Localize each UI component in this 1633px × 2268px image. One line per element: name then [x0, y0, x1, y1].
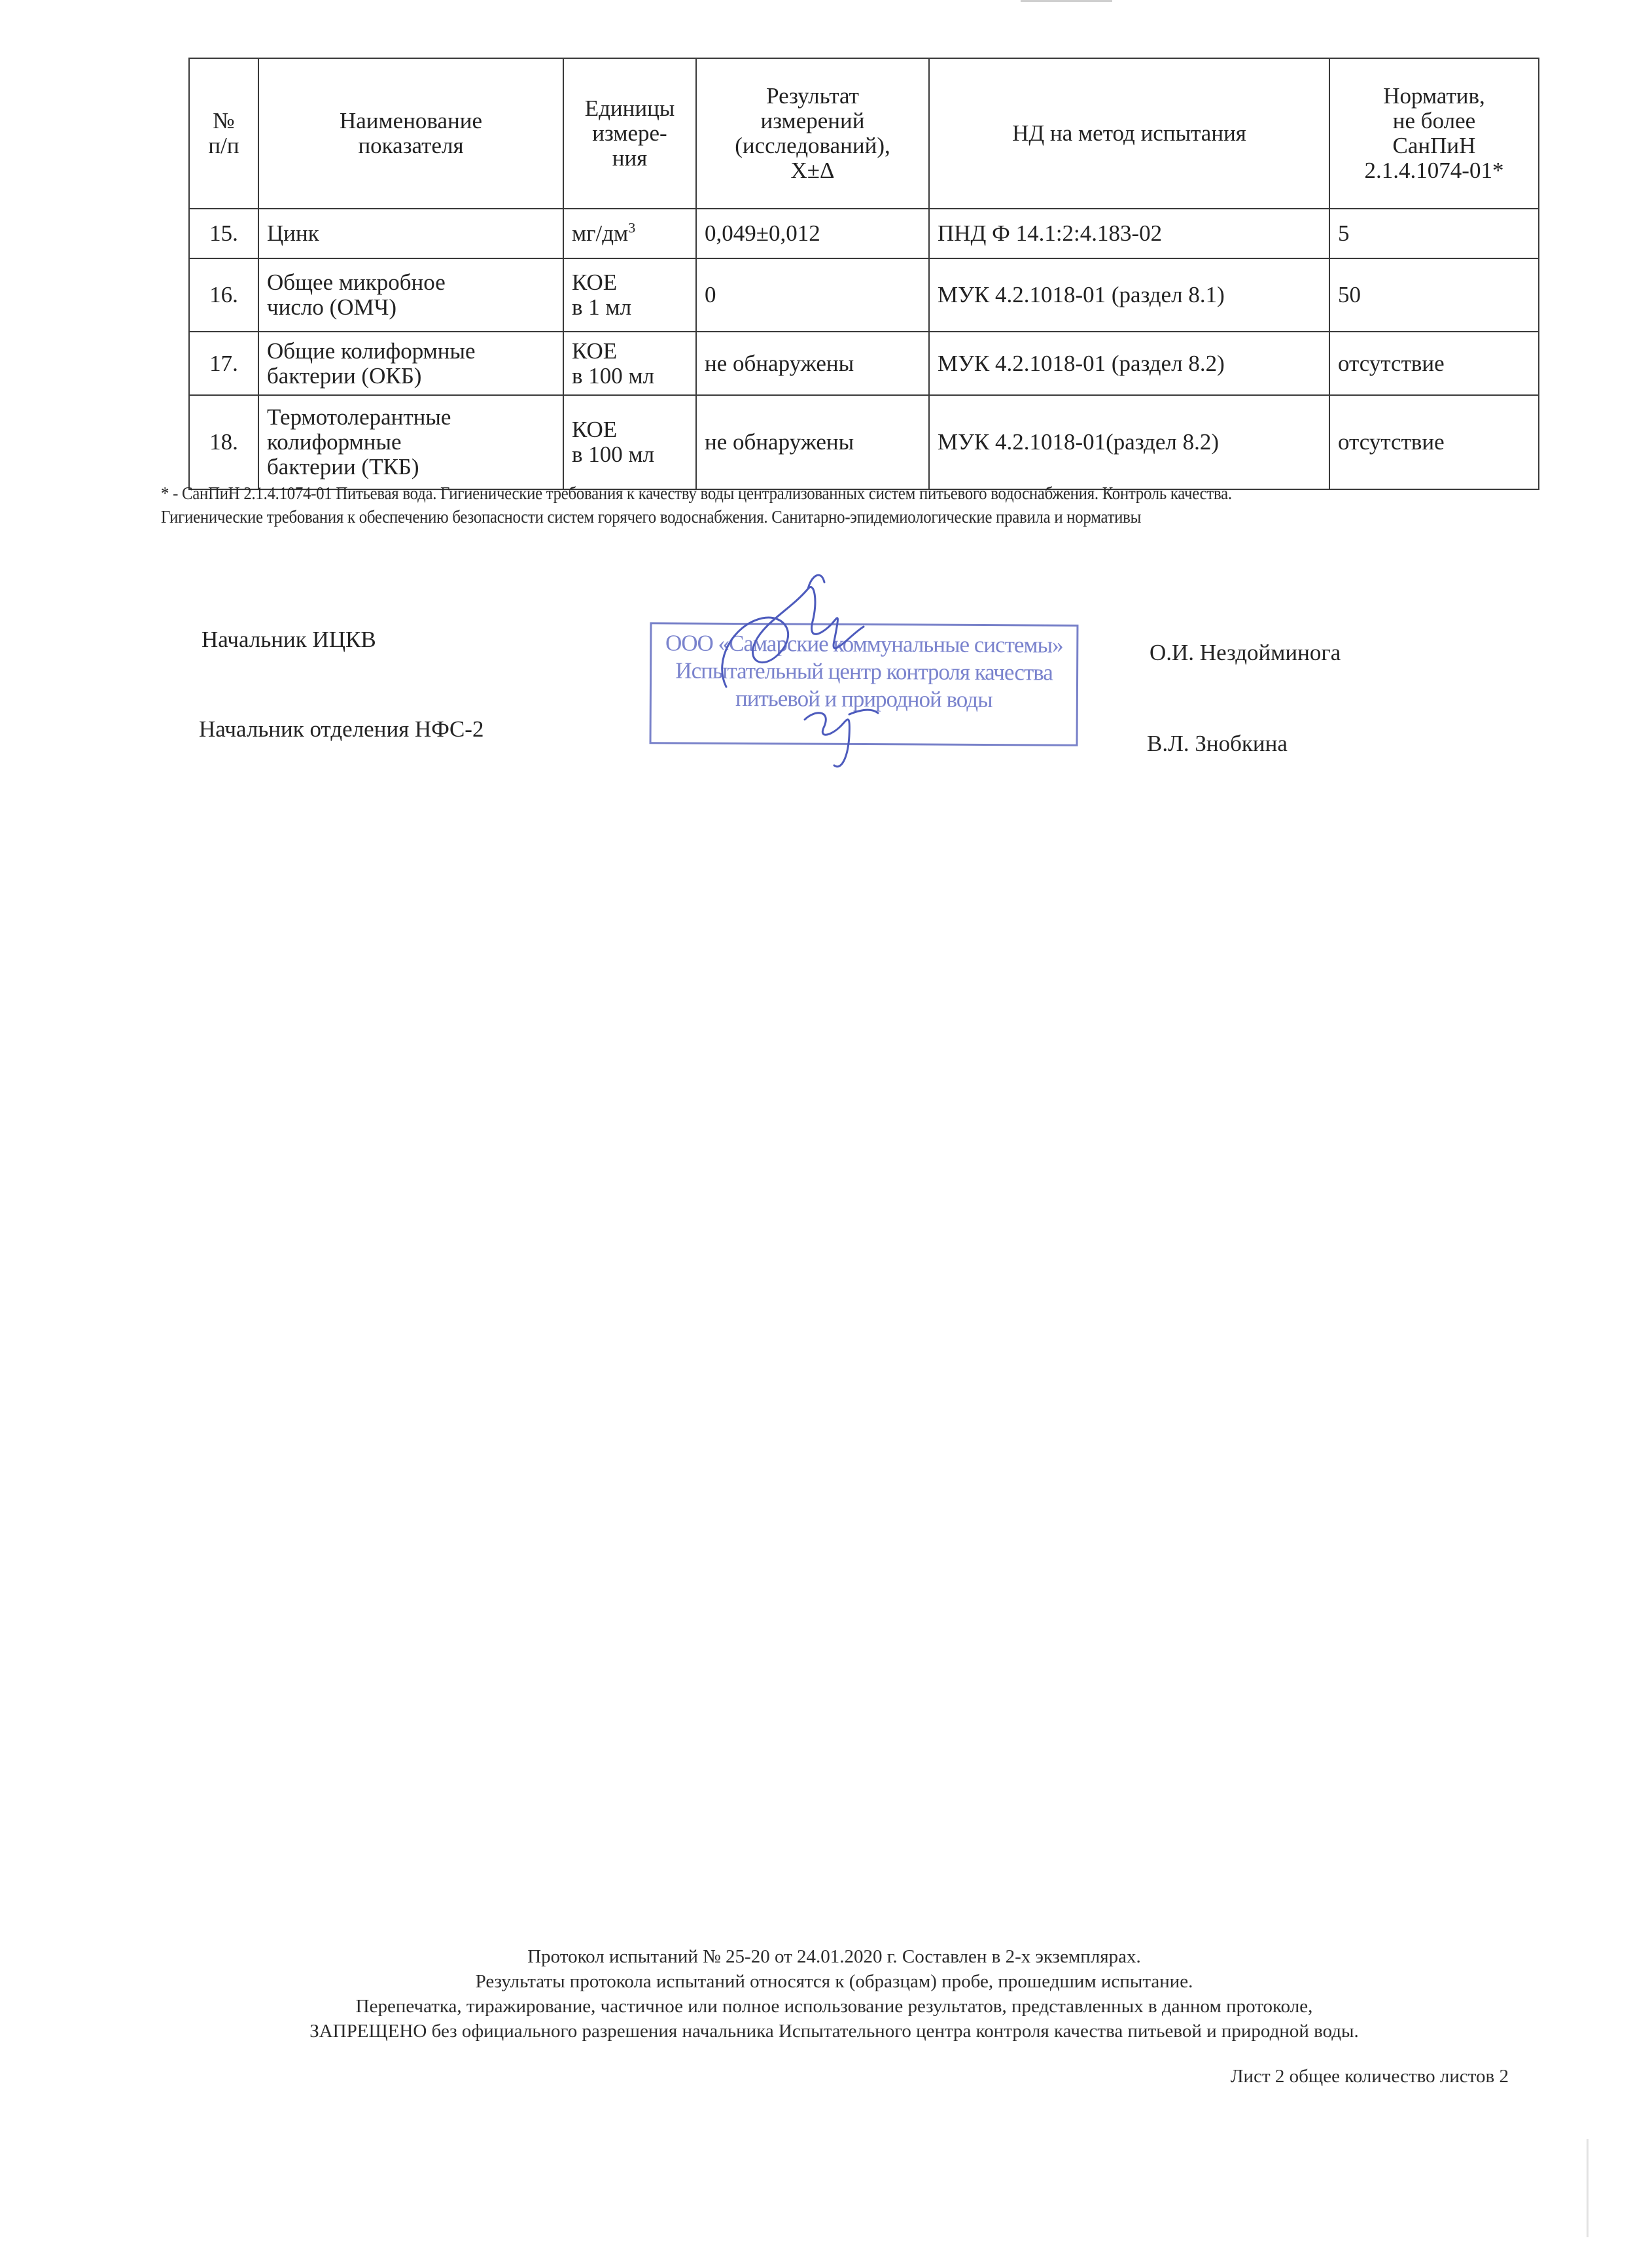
protocol-line: Результаты протокола испытаний относятся к (образцам) пробе, прошедшим испытание. — [475, 1971, 1193, 1992]
row-number: 17. — [189, 332, 258, 395]
stamp-line: Испытательный центр контроля качества — [675, 657, 1053, 686]
header-test-method: НД на метод испытания — [929, 58, 1329, 209]
protocol-notice — [196, 1944, 1472, 2044]
row-test-method: МУК 4.2.1018-01(раздел 8.2) — [929, 395, 1329, 489]
table-row — [189, 395, 1539, 489]
row-indicator-name: Общее микробное число (ОМЧ) — [258, 258, 563, 332]
row-test-method: ПНД Ф 14.1:2:4.183-02 — [929, 209, 1329, 258]
handwritten-signature — [700, 563, 922, 772]
row-indicator-name: Термотолерантные колиформные бактерии (ТКБ) — [258, 395, 563, 489]
table-row — [189, 258, 1539, 332]
header-result: Результат измерений (исследований), X±Δ — [696, 58, 929, 209]
table-row — [189, 209, 1539, 258]
row-number: 15. — [189, 209, 258, 258]
footnote — [161, 481, 1428, 529]
row-indicator-name: Цинк — [258, 209, 563, 258]
row-number: 16. — [189, 258, 258, 332]
table-row — [189, 332, 1539, 395]
row-norm: 5 — [1329, 209, 1539, 258]
results-table — [188, 58, 1539, 490]
scan-artifact — [1021, 0, 1112, 2]
row-unit: КОЕ в 100 мл — [563, 332, 696, 395]
header-norm: Норматив, не более СанПиН 2.1.4.1074-01* — [1329, 58, 1539, 209]
stamp-line: ООО «Самарские коммунальные системы» — [665, 630, 1063, 658]
row-result: не обнаружены — [696, 395, 929, 489]
row-norm: 50 — [1329, 258, 1539, 332]
footnote-line: Гигиенические требования к обеспечению безопасности систем горячего водоснабжения. Санитарно-эпидемиологические правила и нормативы — [161, 507, 1142, 527]
row-test-method: МУК 4.2.1018-01 (раздел 8.2) — [929, 332, 1329, 395]
protocol-line: Протокол испытаний № 25-20 от 24.01.2020 г. Составлен в 2-х экземплярах. — [527, 1946, 1141, 1967]
row-unit: КОЕ в 1 мл — [563, 258, 696, 332]
header-indicator-name: Наименование показателя — [258, 58, 563, 209]
head-nfs-title: Начальник отделения НФС-2 — [199, 716, 484, 742]
row-number: 18. — [189, 395, 258, 489]
table-header-row — [189, 58, 1539, 209]
row-test-method: МУК 4.2.1018-01 (раздел 8.1) — [929, 258, 1329, 332]
row-indicator-name: Общие колиформные бактерии (ОКБ) — [258, 332, 563, 395]
row-unit: $мг/дм^3$ — [563, 209, 696, 258]
head-ickv-title: Начальник ИЦКВ — [202, 627, 376, 652]
row-norm: отсутствие — [1329, 395, 1539, 489]
row-result: 0,049±0,012 — [696, 209, 929, 258]
head-ickv-name: О.И. Нездойминога — [1150, 640, 1341, 665]
stamp-line: питьевой и природной воды — [735, 685, 992, 713]
row-result: не обнаружены — [696, 332, 929, 395]
row-norm: отсутствие — [1329, 332, 1539, 395]
row-unit: КОЕ в 100 мл — [563, 395, 696, 489]
row-result: 0 — [696, 258, 929, 332]
protocol-line: Перепечатка, тиражирование, частичное или полное использование результатов, представленных в данном протоколе, — [355, 1996, 1313, 2017]
sheet-counter: Лист 2 общее количество листов 2 — [1230, 2066, 1509, 2087]
header-number: № п/п — [189, 58, 258, 209]
scan-artifact — [1587, 2139, 1589, 2237]
protocol-line: ЗАПРЕЩЕНО без официального разрешения начальника Испытательного центра контроля качества питьевой и природной воды. — [309, 2021, 1359, 2042]
header-units: Единицы измере- ния — [563, 58, 696, 209]
footnote-line: * - СанПиН 2.1.4.1074-01 Питьевая вода. Гигиенические требования к качеству воды централизованных систем питьевого водоснабжения. Контроль качества. — [161, 483, 1232, 503]
head-nfs-name: В.Л. Знобкина — [1147, 731, 1288, 756]
